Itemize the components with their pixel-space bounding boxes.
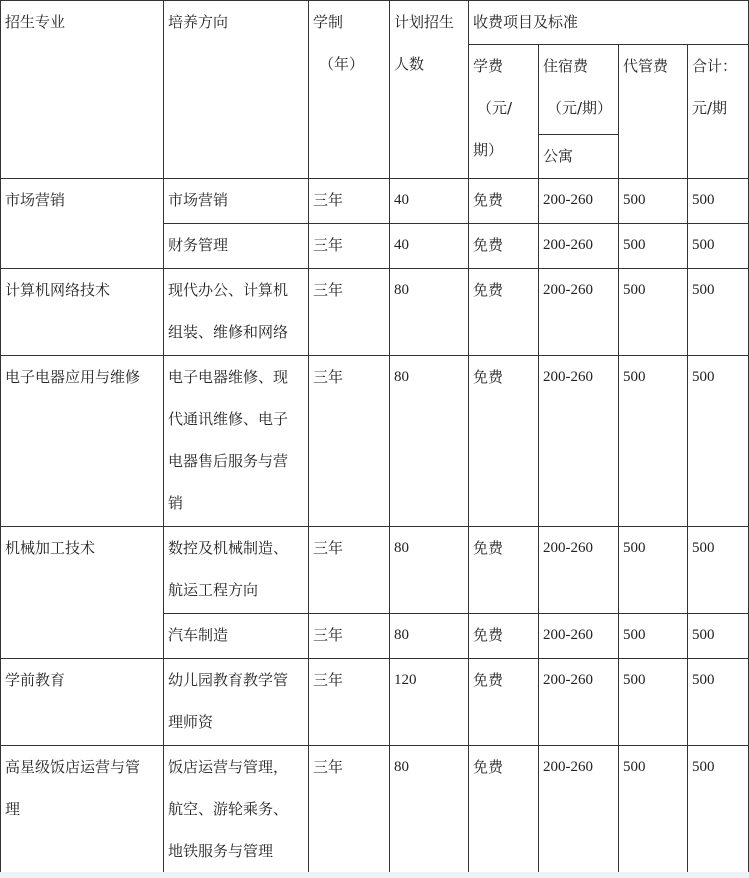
total-cell: 500	[688, 746, 749, 873]
direction-cell: 市场营销	[164, 179, 309, 224]
tuition-cell: 免费	[469, 269, 539, 356]
mgmt-cell: 500	[619, 269, 688, 356]
mgmt-cell: 500	[619, 224, 688, 269]
header-years: 学制 （年）	[309, 1, 390, 179]
header-plan: 计划招生 人数	[390, 1, 469, 179]
tuition-cell: 免费	[469, 527, 539, 614]
header-total: 合计： 元/期	[688, 45, 749, 179]
major-cell: 机械加工技术	[1, 527, 164, 659]
tuition-cell: 免费	[469, 356, 539, 527]
lodging-cell: 200-260	[539, 356, 619, 527]
mgmt-cell: 500	[619, 746, 688, 873]
plan-cell: 40	[390, 179, 469, 224]
direction-cell: 数控及机械制造、 航运工程方向	[164, 527, 309, 614]
years-cell: 三年	[309, 269, 390, 356]
major-cell: 学前教育	[1, 659, 164, 746]
years-cell: 三年	[309, 659, 390, 746]
plan-cell: 80	[390, 614, 469, 659]
total-cell: 500	[688, 614, 749, 659]
mgmt-cell: 500	[619, 614, 688, 659]
lodging-cell: 200-260	[539, 614, 619, 659]
total-cell: 500	[688, 356, 749, 527]
mgmt-cell: 500	[619, 179, 688, 224]
header-fees: 收费项目及标准	[469, 1, 749, 45]
direction-cell: 汽车制造	[164, 614, 309, 659]
plan-cell: 80	[390, 356, 469, 527]
total-cell: 500	[688, 269, 749, 356]
header-tuition: 学费 （元/ 期）	[469, 45, 539, 179]
mgmt-cell: 500	[619, 659, 688, 746]
plan-cell: 40	[390, 224, 469, 269]
plan-cell: 80	[390, 269, 469, 356]
tuition-cell: 免费	[469, 659, 539, 746]
mgmt-cell: 500	[619, 356, 688, 527]
direction-cell: 幼儿园教育教学管 理师资	[164, 659, 309, 746]
major-cell: 计算机网络技术	[1, 269, 164, 356]
plan-cell: 120	[390, 659, 469, 746]
lodging-cell: 200-260	[539, 269, 619, 356]
tuition-cell: 免费	[469, 179, 539, 224]
years-cell: 三年	[309, 356, 390, 527]
major-cell: 高星级饭店运营与管 理	[1, 746, 164, 873]
lodging-cell: 200-260	[539, 224, 619, 269]
direction-cell: 现代办公、计算机 组装、维修和网络	[164, 269, 309, 356]
tuition-cell: 免费	[469, 614, 539, 659]
major-cell: 电子电器应用与维修	[1, 356, 164, 527]
years-cell: 三年	[309, 179, 390, 224]
header-lodging-apartment: 公寓	[539, 135, 619, 179]
tuition-cell: 免费	[469, 224, 539, 269]
lodging-cell: 200-260	[539, 179, 619, 224]
direction-cell: 财务管理	[164, 224, 309, 269]
header-major: 招生专业	[1, 1, 164, 179]
direction-cell: 电子电器维修、现 代通讯维修、电子 电器售后服务与营 销	[164, 356, 309, 527]
years-cell: 三年	[309, 746, 390, 873]
tuition-cell: 免费	[469, 746, 539, 873]
lodging-cell: 200-260	[539, 527, 619, 614]
total-cell: 500	[688, 224, 749, 269]
major-cell: 市场营销	[1, 179, 164, 269]
plan-cell: 80	[390, 746, 469, 873]
header-mgmt: 代管费	[619, 45, 688, 179]
page-bottom-edge	[0, 872, 749, 878]
plan-cell: 80	[390, 527, 469, 614]
total-cell: 500	[688, 659, 749, 746]
lodging-cell: 200-260	[539, 746, 619, 873]
total-cell: 500	[688, 179, 749, 224]
total-cell: 500	[688, 527, 749, 614]
years-cell: 三年	[309, 527, 390, 614]
years-cell: 三年	[309, 614, 390, 659]
header-lodging: 住宿费 （元/期）	[539, 45, 619, 135]
mgmt-cell: 500	[619, 527, 688, 614]
direction-cell: 饭店运营与管理， 航空、游轮乘务、 地铁服务与管理	[164, 746, 309, 873]
header-direction: 培养方向	[164, 1, 309, 179]
lodging-cell: 200-260	[539, 659, 619, 746]
years-cell: 三年	[309, 224, 390, 269]
